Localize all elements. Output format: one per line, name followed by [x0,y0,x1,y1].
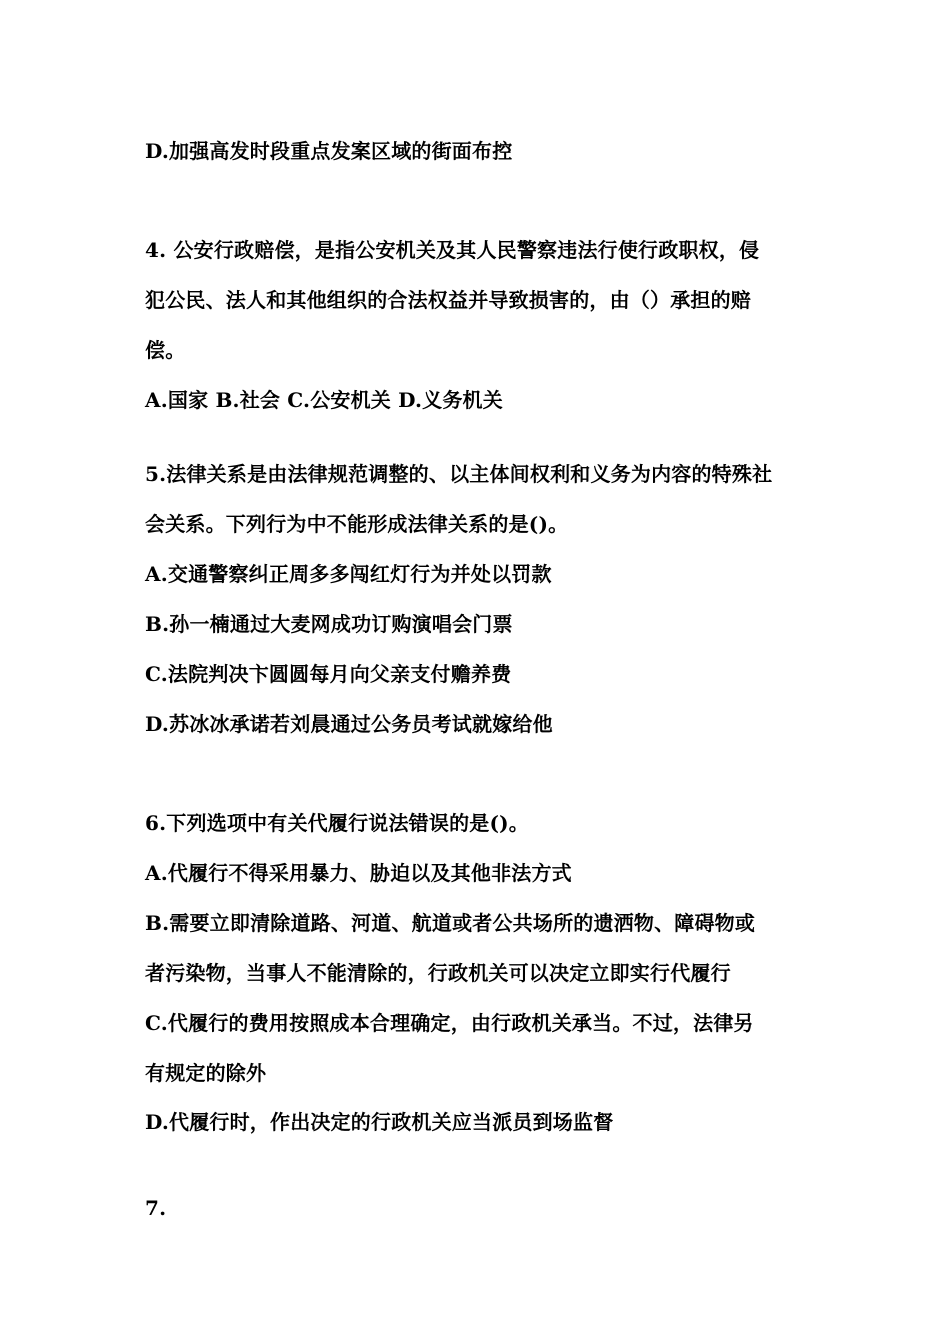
q5-option-b: B.孙一楠通过大麦网成功订购演唱会门票 [145,612,513,636]
q5-stem-line-1: 5.法律关系是由法律规范调整的、以主体间权利和义务为内容的特殊社 [145,462,773,486]
q6-option-c-line-2: 有规定的除外 [145,1061,267,1085]
q4-stem-line-3: 偿。 [145,338,186,362]
q4-stem-line-1: 4. 公安行政赔偿，是指公安机关及其人民警察违法行使行政职权，侵 [145,238,760,262]
q5-option-d: D.苏冰冰承诺若刘晨通过公务员考试就嫁给他 [145,712,553,736]
q4-options: A.国家 B.社会 C.公安机关 D.义务机关 [145,388,503,412]
q7-number: 7. [145,1196,167,1220]
q4-stem-line-2: 犯公民、法人和其他组织的合法权益并导致损害的，由（）承担的赔 [145,288,751,312]
q6-option-b-line-2: 者污染物，当事人不能清除的，行政机关可以决定立即实行代履行 [145,961,731,985]
q6-stem: 6.下列选项中有关代履行说法错误的是()。 [145,811,530,835]
q5-stem-line-2: 会关系。下列行为中不能形成法律关系的是()。 [145,512,569,536]
q6-option-d: D.代履行时，作出决定的行政机关应当派员到场监督 [145,1110,614,1134]
q6-option-c-line-1: C.代履行的费用按照成本合理确定，由行政机关承当。不过，法律另 [145,1011,754,1035]
q5-option-c: C.法院判决卞圆圆每月向父亲支付赡养费 [145,662,512,686]
q5-option-a: A.交通警察纠正周多多闯红灯行为并处以罚款 [145,562,552,586]
q3-option-d: D.加强高发时段重点发案区域的街面布控 [145,139,513,163]
q6-option-b-line-1: B.需要立即清除道路、河道、航道或者公共场所的遗洒物、障碍物或 [145,911,756,935]
q6-option-a: A.代履行不得采用暴力、胁迫以及其他非法方式 [145,861,572,885]
